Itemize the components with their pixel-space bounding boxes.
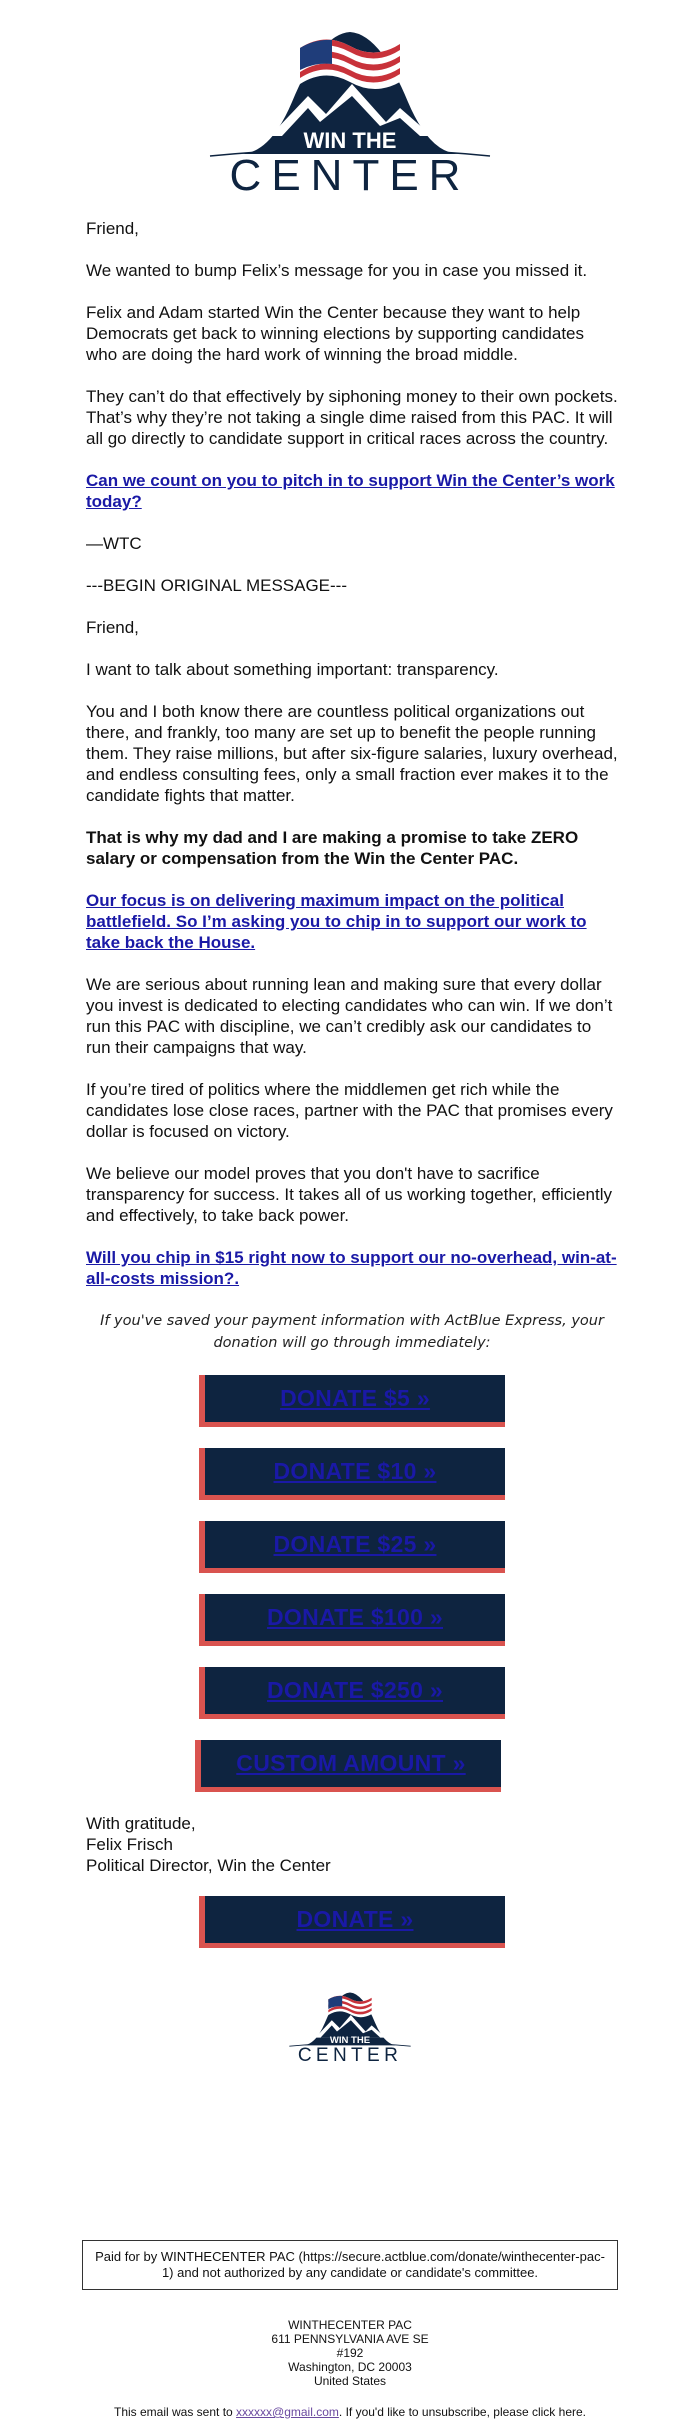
win-the-center-logo (200, 18, 500, 196)
address-country: United States (313, 2374, 387, 2388)
address-street: 611 PENNSYLVANIA AVE SE (271, 2332, 429, 2346)
logo-line1: WIN THE (303, 128, 397, 153)
link-paragraph-2 (86, 890, 618, 953)
donate-5-button[interactable]: DONATE $5 » (199, 1375, 505, 1427)
paragraph-3: They can’t do that effectively by siphoning money to their own pockets. That’s why they’re not taking a single dime raised from this PAC. It will all go directly to candidate support in critical races across the country. (86, 387, 618, 448)
footer-logo-line1: WIN THE (329, 2034, 371, 2046)
pitch-in-link[interactable]: Can we count on you to pitch in to support Win the Center’s work today? (86, 471, 615, 511)
donate-250-button[interactable]: DONATE $250 » (199, 1667, 505, 1719)
paragraph-5: You and I both know there are countless political organizations out there, and frankly, too many are set up to benefit the people running them. They raise millions, but after six-figure salaries, luxury overhead, and endless consulting fees, only a small fraction ever makes it to the candidate fights that matter. (86, 702, 618, 805)
signoff (86, 1813, 618, 1876)
custom-amount-button[interactable]: CUSTOM AMOUNT » (195, 1740, 501, 1792)
address-name: WINTHECENTER PAC (288, 2318, 412, 2332)
link-paragraph-3 (86, 1247, 618, 1289)
signoff-title: Political Director, Win the Center (86, 1856, 331, 1875)
original-message-marker: ---BEGIN ORIGINAL MESSAGE--- (86, 576, 348, 595)
signoff-line1: With gratitude, (86, 1814, 196, 1833)
greeting-2: Friend, (86, 618, 139, 637)
donate-10-button[interactable]: DONATE $10 » (199, 1448, 505, 1500)
message-content (86, 218, 618, 1969)
header-logo (0, 18, 700, 198)
footer-logo (0, 1980, 700, 2070)
unsubscribe-line (0, 2405, 700, 2419)
donate-25-button[interactable]: DONATE $25 » (199, 1521, 505, 1573)
recipient-email-link[interactable]: xxxxxx@gmail.com (236, 2405, 339, 2419)
paragraph-9: We believe our model proves that you don't have to sacrifice transparency for success. It takes all of us working together, efficiently and effectively, to take back power. (86, 1164, 612, 1225)
donate-100-button[interactable]: DONATE $100 » (199, 1594, 505, 1646)
paragraph-6-bold: That is why my dad and I are making a promise to take ZERO salary or compensation from the Win the Center PAC. (86, 828, 579, 868)
chip-in-15-link[interactable]: Will you chip in $15 right now to support our no-overhead, win-at-all-costs mission?. (86, 1248, 617, 1288)
footer-logo-line2: CENTER (297, 2044, 403, 2066)
donate-final-button[interactable]: DONATE » (199, 1896, 505, 1948)
link-paragraph-1 (86, 470, 618, 512)
logo-line2: CENTER (229, 151, 471, 196)
paragraph-8: If you’re tired of politics where the middlemen get rich while the candidates lose close races, partner with the PAC that promises every dollar is focused on victory. (86, 1080, 613, 1141)
paid-for-disclaimer: Paid for by WINTHECENTER PAC (https://secure.actblue.com/donate/winthecenter-pac-1) and not authorized by any candidate or candidate's committee. (82, 2240, 618, 2290)
chip-in-house-link[interactable]: Our focus is on delivering maximum impact on the political battlefield. So I’m asking you to chip in to support our work to take back the House. (86, 891, 587, 952)
paragraph-4: I want to talk about something important: transparency. (86, 660, 499, 679)
greeting: Friend, (86, 219, 139, 238)
win-the-center-logo-small (285, 1980, 415, 2070)
address-city: Washington, DC 20003 (288, 2360, 412, 2374)
signature-short: —WTC (86, 534, 142, 553)
paragraph-2: Felix and Adam started Win the Center because they want to help Democrats get back to winning elections by supporting candidates who are doing the hard work of winning the broad middle. (86, 303, 585, 364)
address-suite: #192 (336, 2346, 364, 2360)
actblue-note: If you've saved your payment information with ActBlue Express, your donation will go through immediately: (100, 1313, 604, 1351)
unsub-prefix: This email was sent to (113, 2405, 237, 2419)
paragraph-7: We are serious about running lean and making sure that every dollar you invest is dedicated to electing candidates who can win. If we don’t run this PAC with discipline, we can’t credibly ask our candidates to run their campaigns that way. (86, 975, 613, 1057)
paragraph-1: We wanted to bump Felix’s message for you in case you missed it. (86, 261, 588, 280)
mailing-address (0, 2318, 700, 2388)
unsub-suffix[interactable]: . If you'd like to unsubscribe, please click here. (338, 2405, 586, 2419)
signoff-name: Felix Frisch (86, 1835, 173, 1854)
